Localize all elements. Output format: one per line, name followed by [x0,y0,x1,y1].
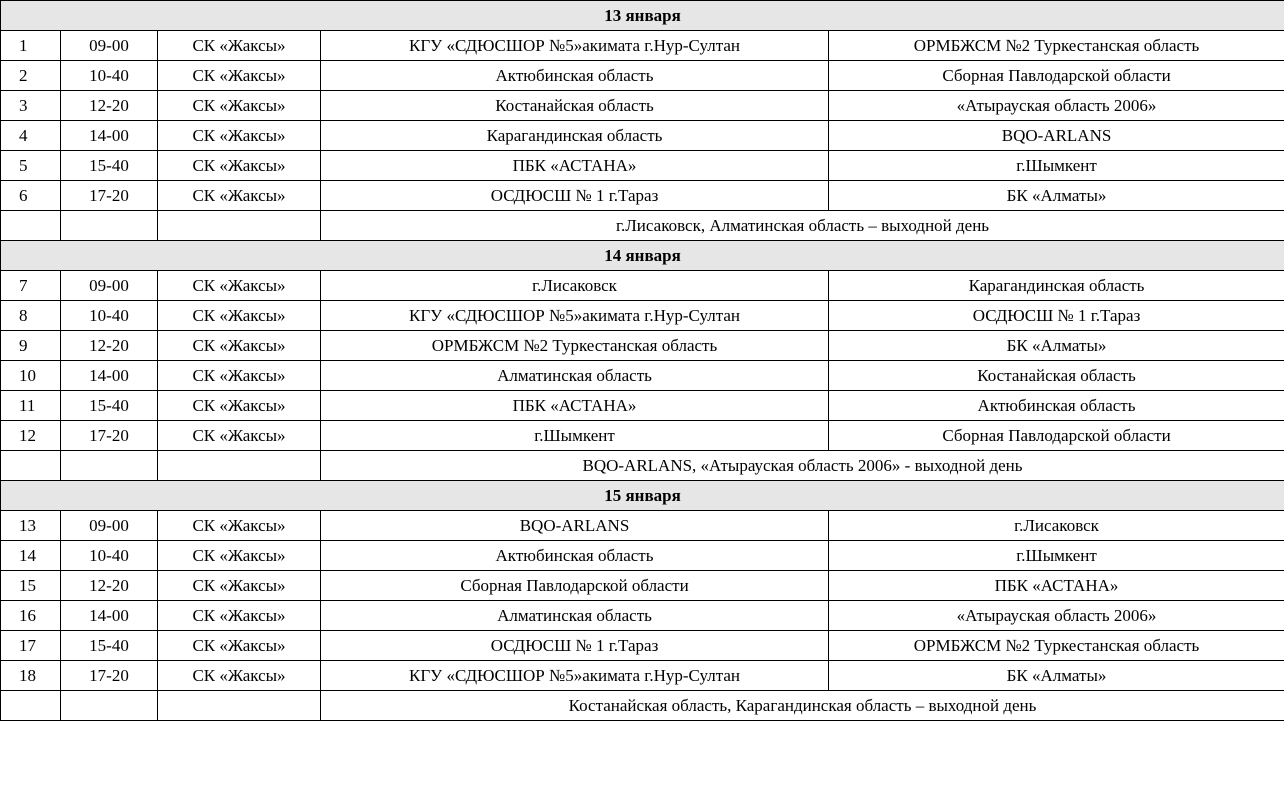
match-number: 8 [1,301,61,331]
team-away: БК «Алматы» [829,661,1284,691]
match-venue: СК «Жаксы» [158,421,321,451]
match-row [1,391,1284,421]
team-away: Костанайская область [829,361,1284,391]
empty-cell [1,451,61,481]
match-venue: СК «Жаксы» [158,391,321,421]
team-away: БК «Алматы» [829,331,1284,361]
day-header-row [1,1,1284,31]
match-number: 11 [1,391,61,421]
empty-cell [61,211,158,241]
match-row [1,631,1284,661]
match-row [1,571,1284,601]
team-home: ОСДЮСШ № 1 г.Тараз [321,631,829,661]
team-home: Сборная Павлодарской области [321,571,829,601]
match-row [1,61,1284,91]
match-time: 10-40 [61,61,158,91]
match-number: 17 [1,631,61,661]
match-row [1,541,1284,571]
match-venue: СК «Жаксы» [158,511,321,541]
rest-day-row [1,451,1284,481]
match-number: 16 [1,601,61,631]
team-home: Карагандинская область [321,121,829,151]
empty-cell [61,451,158,481]
team-home: ОРМБЖСМ №2 Туркестанская область [321,331,829,361]
rest-day-row [1,211,1284,241]
team-home: Алматинская область [321,361,829,391]
team-away: Сборная Павлодарской области [829,61,1284,91]
match-venue: СК «Жаксы» [158,121,321,151]
match-venue: СК «Жаксы» [158,541,321,571]
team-away: «Атырауская область 2006» [829,601,1284,631]
team-away: ОРМБЖСМ №2 Туркестанская область [829,631,1284,661]
match-venue: СК «Жаксы» [158,61,321,91]
match-row [1,421,1284,451]
match-time: 17-20 [61,181,158,211]
match-number: 4 [1,121,61,151]
match-venue: СК «Жаксы» [158,361,321,391]
empty-cell [1,211,61,241]
match-time: 09-00 [61,271,158,301]
team-away: Карагандинская область [829,271,1284,301]
match-number: 9 [1,331,61,361]
empty-cell [1,691,61,721]
match-venue: СК «Жаксы» [158,151,321,181]
team-home: Актюбинская область [321,61,829,91]
match-time: 12-20 [61,571,158,601]
match-time: 12-20 [61,331,158,361]
match-number: 6 [1,181,61,211]
match-venue: СК «Жаксы» [158,31,321,61]
match-time: 14-00 [61,361,158,391]
match-time: 15-40 [61,391,158,421]
match-row [1,361,1284,391]
day-date: 13 января [1,1,1284,31]
match-row [1,301,1284,331]
match-row [1,151,1284,181]
team-away: ОРМБЖСМ №2 Туркестанская область [829,31,1284,61]
team-home: КГУ «СДЮСШОР №5»акимата г.Нур-Султан [321,661,829,691]
match-time: 10-40 [61,301,158,331]
empty-cell [158,211,321,241]
empty-cell [61,691,158,721]
match-row [1,91,1284,121]
day-header-row [1,481,1284,511]
match-time: 14-00 [61,121,158,151]
team-away: г.Шымкент [829,151,1284,181]
match-venue: СК «Жаксы» [158,301,321,331]
team-away: ПБК «АСТАНА» [829,571,1284,601]
team-away: г.Лисаковск [829,511,1284,541]
rest-day-note: BQO-ARLANS, «Атырауская область 2006» - выходной день [321,451,1284,481]
team-home: BQO-ARLANS [321,511,829,541]
team-away: БК «Алматы» [829,181,1284,211]
match-number: 3 [1,91,61,121]
match-number: 5 [1,151,61,181]
match-time: 17-20 [61,421,158,451]
team-away: BQO-ARLANS [829,121,1284,151]
match-row [1,121,1284,151]
match-number: 10 [1,361,61,391]
match-time: 12-20 [61,91,158,121]
match-time: 14-00 [61,601,158,631]
team-home: КГУ «СДЮСШОР №5»акимата г.Нур-Султан [321,31,829,61]
day-header-row [1,241,1284,271]
match-venue: СК «Жаксы» [158,571,321,601]
match-number: 18 [1,661,61,691]
match-number: 7 [1,271,61,301]
match-venue: СК «Жаксы» [158,331,321,361]
rest-day-note: г.Лисаковск, Алматинская область – выходной день [321,211,1284,241]
team-home: Костанайская область [321,91,829,121]
match-venue: СК «Жаксы» [158,631,321,661]
rest-day-note: Костанайская область, Карагандинская область – выходной день [321,691,1284,721]
day-date: 15 января [1,481,1284,511]
match-venue: СК «Жаксы» [158,271,321,301]
empty-cell [158,691,321,721]
team-away: Сборная Павлодарской области [829,421,1284,451]
match-venue: СК «Жаксы» [158,181,321,211]
team-home: Актюбинская область [321,541,829,571]
match-number: 1 [1,31,61,61]
match-row [1,31,1284,61]
empty-cell [158,451,321,481]
match-row [1,601,1284,631]
match-time: 09-00 [61,511,158,541]
match-row [1,661,1284,691]
match-row [1,331,1284,361]
team-home: г.Лисаковск [321,271,829,301]
match-row [1,511,1284,541]
team-home: ОСДЮСШ № 1 г.Тараз [321,181,829,211]
match-number: 13 [1,511,61,541]
team-away: «Атырауская область 2006» [829,91,1284,121]
match-venue: СК «Жаксы» [158,91,321,121]
day-date: 14 января [1,241,1284,271]
team-home: Алматинская область [321,601,829,631]
team-away: ОСДЮСШ № 1 г.Тараз [829,301,1284,331]
team-away: Актюбинская область [829,391,1284,421]
schedule-body [1,1,1284,721]
match-time: 15-40 [61,631,158,661]
team-away: г.Шымкент [829,541,1284,571]
team-home: КГУ «СДЮСШОР №5»акимата г.Нур-Султан [321,301,829,331]
match-time: 09-00 [61,31,158,61]
rest-day-row [1,691,1284,721]
match-time: 17-20 [61,661,158,691]
team-home: ПБК «АСТАНА» [321,391,829,421]
match-venue: СК «Жаксы» [158,601,321,631]
match-number: 14 [1,541,61,571]
match-venue: СК «Жаксы» [158,661,321,691]
match-number: 2 [1,61,61,91]
team-home: г.Шымкент [321,421,829,451]
match-time: 10-40 [61,541,158,571]
match-number: 12 [1,421,61,451]
match-number: 15 [1,571,61,601]
team-home: ПБК «АСТАНА» [321,151,829,181]
match-row [1,181,1284,211]
match-time: 15-40 [61,151,158,181]
match-row [1,271,1284,301]
